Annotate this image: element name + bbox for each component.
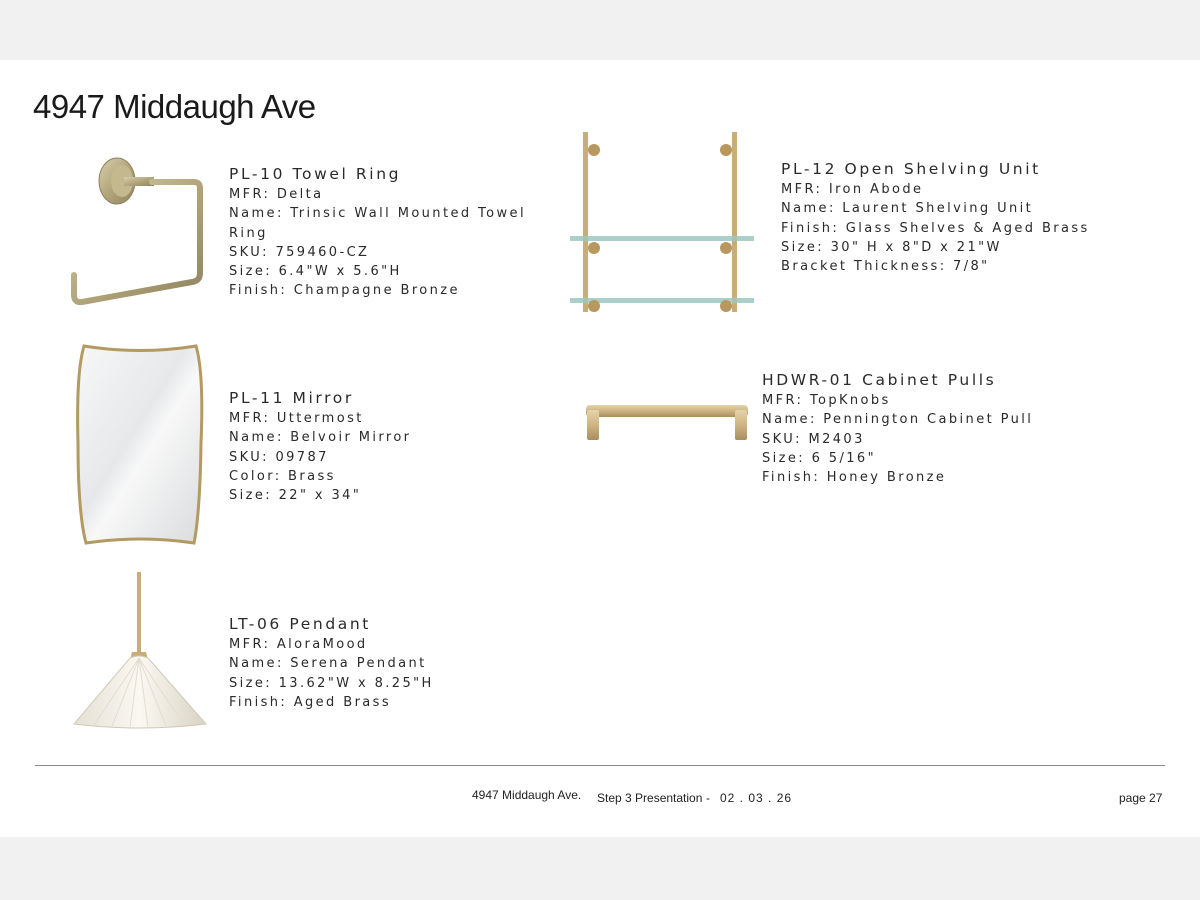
mirror-mfr: MFR: Uttermost: [229, 411, 364, 426]
mirror-heading: PL-11 Mirror: [229, 389, 354, 407]
pulls-spec: [762, 370, 1033, 487]
footer-address: 4947 Middaugh Ave.: [472, 788, 582, 802]
towel-ring-image: [62, 155, 212, 315]
shelving-name: Name: Laurent Shelving Unit: [781, 201, 1034, 217]
pulls-finish: Finish: Honey Bronze: [762, 470, 947, 486]
towel-ring-mfr: MFR: Delta: [229, 187, 324, 202]
towel-ring-spec: [229, 164, 549, 301]
slide-page: [0, 60, 1200, 837]
mirror-name: Name: Belvoir Mirror: [229, 430, 412, 446]
pulls-size: Size: 6 5/16": [762, 450, 876, 466]
mirror-color: Color: Brass: [229, 468, 336, 484]
shelving-unit-image: [566, 128, 758, 316]
pulls-name: Name: Pennington Cabinet Pull: [762, 412, 1034, 428]
pendant-size: Size: 13.62"W x 8.25"H: [229, 675, 434, 691]
towel-ring-name: Name: Trinsic Wall Mounted Towel Ring: [229, 206, 526, 241]
shelving-bracket: Bracket Thickness: 7/8": [781, 259, 990, 275]
pendant-image: [72, 570, 212, 732]
pendant-spec: [229, 614, 434, 712]
footer-presentation: Step 3 Presentation: [597, 791, 703, 805]
footer-divider: [35, 765, 1165, 766]
footer-page-number: page 27: [1119, 791, 1163, 805]
shelving-heading: PL-12 Open Shelving Unit: [781, 160, 1041, 178]
mirror-spec: [229, 388, 411, 505]
shelving-size: Size: 30" H x 8"D x 21"W: [781, 239, 1002, 255]
footer-date: 02 . 03 . 26: [720, 791, 793, 805]
pulls-sku: SKU: M2403: [762, 431, 865, 447]
towel-ring-heading: PL-10 Towel Ring: [229, 165, 402, 183]
footer-separator: -: [706, 791, 710, 805]
shelving-spec: [781, 159, 1090, 276]
towel-ring-finish: Finish: Champagne Bronze: [229, 283, 460, 299]
mirror-sku: SKU: 09787: [229, 449, 329, 465]
pulls-heading: HDWR-01 Cabinet Pulls: [762, 371, 997, 389]
shelving-mfr: MFR: Iron Abode: [781, 182, 924, 197]
pendant-name: Name: Serena Pendant: [229, 656, 427, 672]
towel-ring-size: Size: 6.4"W x 5.6"H: [229, 264, 402, 280]
mirror-size: Size: 22" x 34": [229, 488, 362, 504]
pulls-mfr: MFR: TopKnobs: [762, 393, 891, 408]
pendant-heading: LT-06 Pendant: [229, 615, 371, 633]
page-title: 4947 Middaugh Ave: [33, 88, 316, 125]
towel-ring-sku: SKU: 759460-CZ: [229, 244, 370, 260]
pendant-mfr: MFR: AloraMood: [229, 637, 368, 652]
pendant-finish: Finish: Aged Brass: [229, 694, 392, 710]
mirror-image: [74, 343, 206, 548]
shelving-finish: Finish: Glass Shelves & Aged Brass: [781, 220, 1090, 236]
cabinet-pull-image: [582, 398, 752, 443]
